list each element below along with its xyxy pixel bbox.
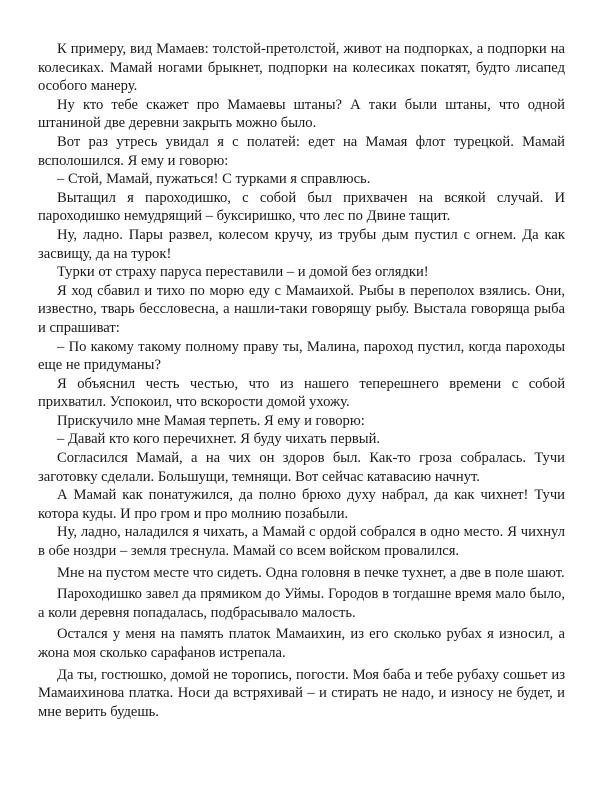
paragraph-14: А Мамай как понатужился, да полно брюхо духу набрал, да как чихнет! Тучи котора куды. И про гром и про молнию позабыли. bbox=[38, 487, 565, 522]
paragraph-7: Турки от страху паруса переставили – и домой без оглядки! bbox=[57, 264, 429, 281]
paragraph-15: Ну, ладно, наладился я чихать, а Мамай с ордой собрался в одно место. Я чихнул в обе ноздри – земля треснула. Мамай со всем войском провалился. bbox=[38, 524, 565, 560]
paragraph-5: Вытащил я пароходишко, с собой был прихвачен на всякой случай. И пароходишко немудрящий – буксиришко, что лес по Двине тащит. bbox=[38, 189, 565, 225]
paragraph-11: Прискучило мне Мамая терпеть. Я ему и говорю: bbox=[57, 412, 365, 429]
paragraph-12: – Давай кто кого перечихнет. Я буду чихать первый. bbox=[57, 431, 381, 448]
paragraph-3: Вот раз утресь увидал я с полатей: едет на Мамая флот турецкой. Мамай всполошился. Я ему и говорю: bbox=[38, 133, 565, 169]
paragraph-1: К примеру, вид Мамаев: толстой-претолстой, живот на подпорках, а подпорки на колесиках. Мамай ногами брыкнет, подпорки на колесиках покатят, будто лисапед особого манеру. bbox=[38, 41, 565, 95]
paragraph-18: Остался у меня на память платок Мамаихин, из его сколько рубах я износил, а жона моя сколько сарафанов истрепала. bbox=[38, 626, 565, 661]
paragraph-4: – Стой, Мамай, пужаться! С турками я справлюсь. bbox=[57, 171, 371, 188]
paragraph-9: – По какому такому полному праву ты, Малина, пароход пустил, когда пароходы еще не придуманы? bbox=[38, 338, 565, 374]
paragraph-17: Пароходишко завел да прямиком до Уймы. Городов в тогдашне время мало было, а коли деревня попадалась, подбрасывало малость. bbox=[38, 586, 565, 621]
document-page bbox=[38, 40, 565, 721]
paragraph-10: Я объяснил честь честью, что из нашего теперешнего времени с собой прихватил. Успокоил, что вскорости домой ухожу. bbox=[38, 375, 565, 411]
paragraph-2: Ну кто тебе скажет про Мамаевы штаны? А таки были штаны, что одной штаниной две деревни закрыть можно было. bbox=[38, 96, 565, 132]
paragraph-19: Да ты, гостюшко, домой не торопись, погости. Моя баба и тебе рубаху сошьет из Мамаихинова платка. Носи да встряхивай – и стирать не надо, и износу не будет, и мне верить будешь. bbox=[38, 666, 565, 720]
paragraph-8: Я ход сбавил и тихо по морю еду с Мамаихой. Рыбы в переполох взялись. Они, известно, тварь бессловесна, а нашли-таки говорящу рыбу. Выстала говоряща рыба и спрашиват: bbox=[38, 282, 565, 336]
paragraph-13: Согласился Мамай, а на чих он здоров был. Как-то гроза собралась. Тучи заготовку сделали. Большущи, темнящи. Вот сейчас катавасию начнут. bbox=[38, 450, 565, 485]
paragraph-6: Ну, ладно. Пары развел, колесом кручу, из трубы дым пустил с огнем. Да как засвищу, да на турок! bbox=[38, 226, 565, 262]
paragraph-16: Мне на пустом месте что сидеть. Одна головня в печке тухнет, а две в поле шают. bbox=[57, 564, 565, 581]
